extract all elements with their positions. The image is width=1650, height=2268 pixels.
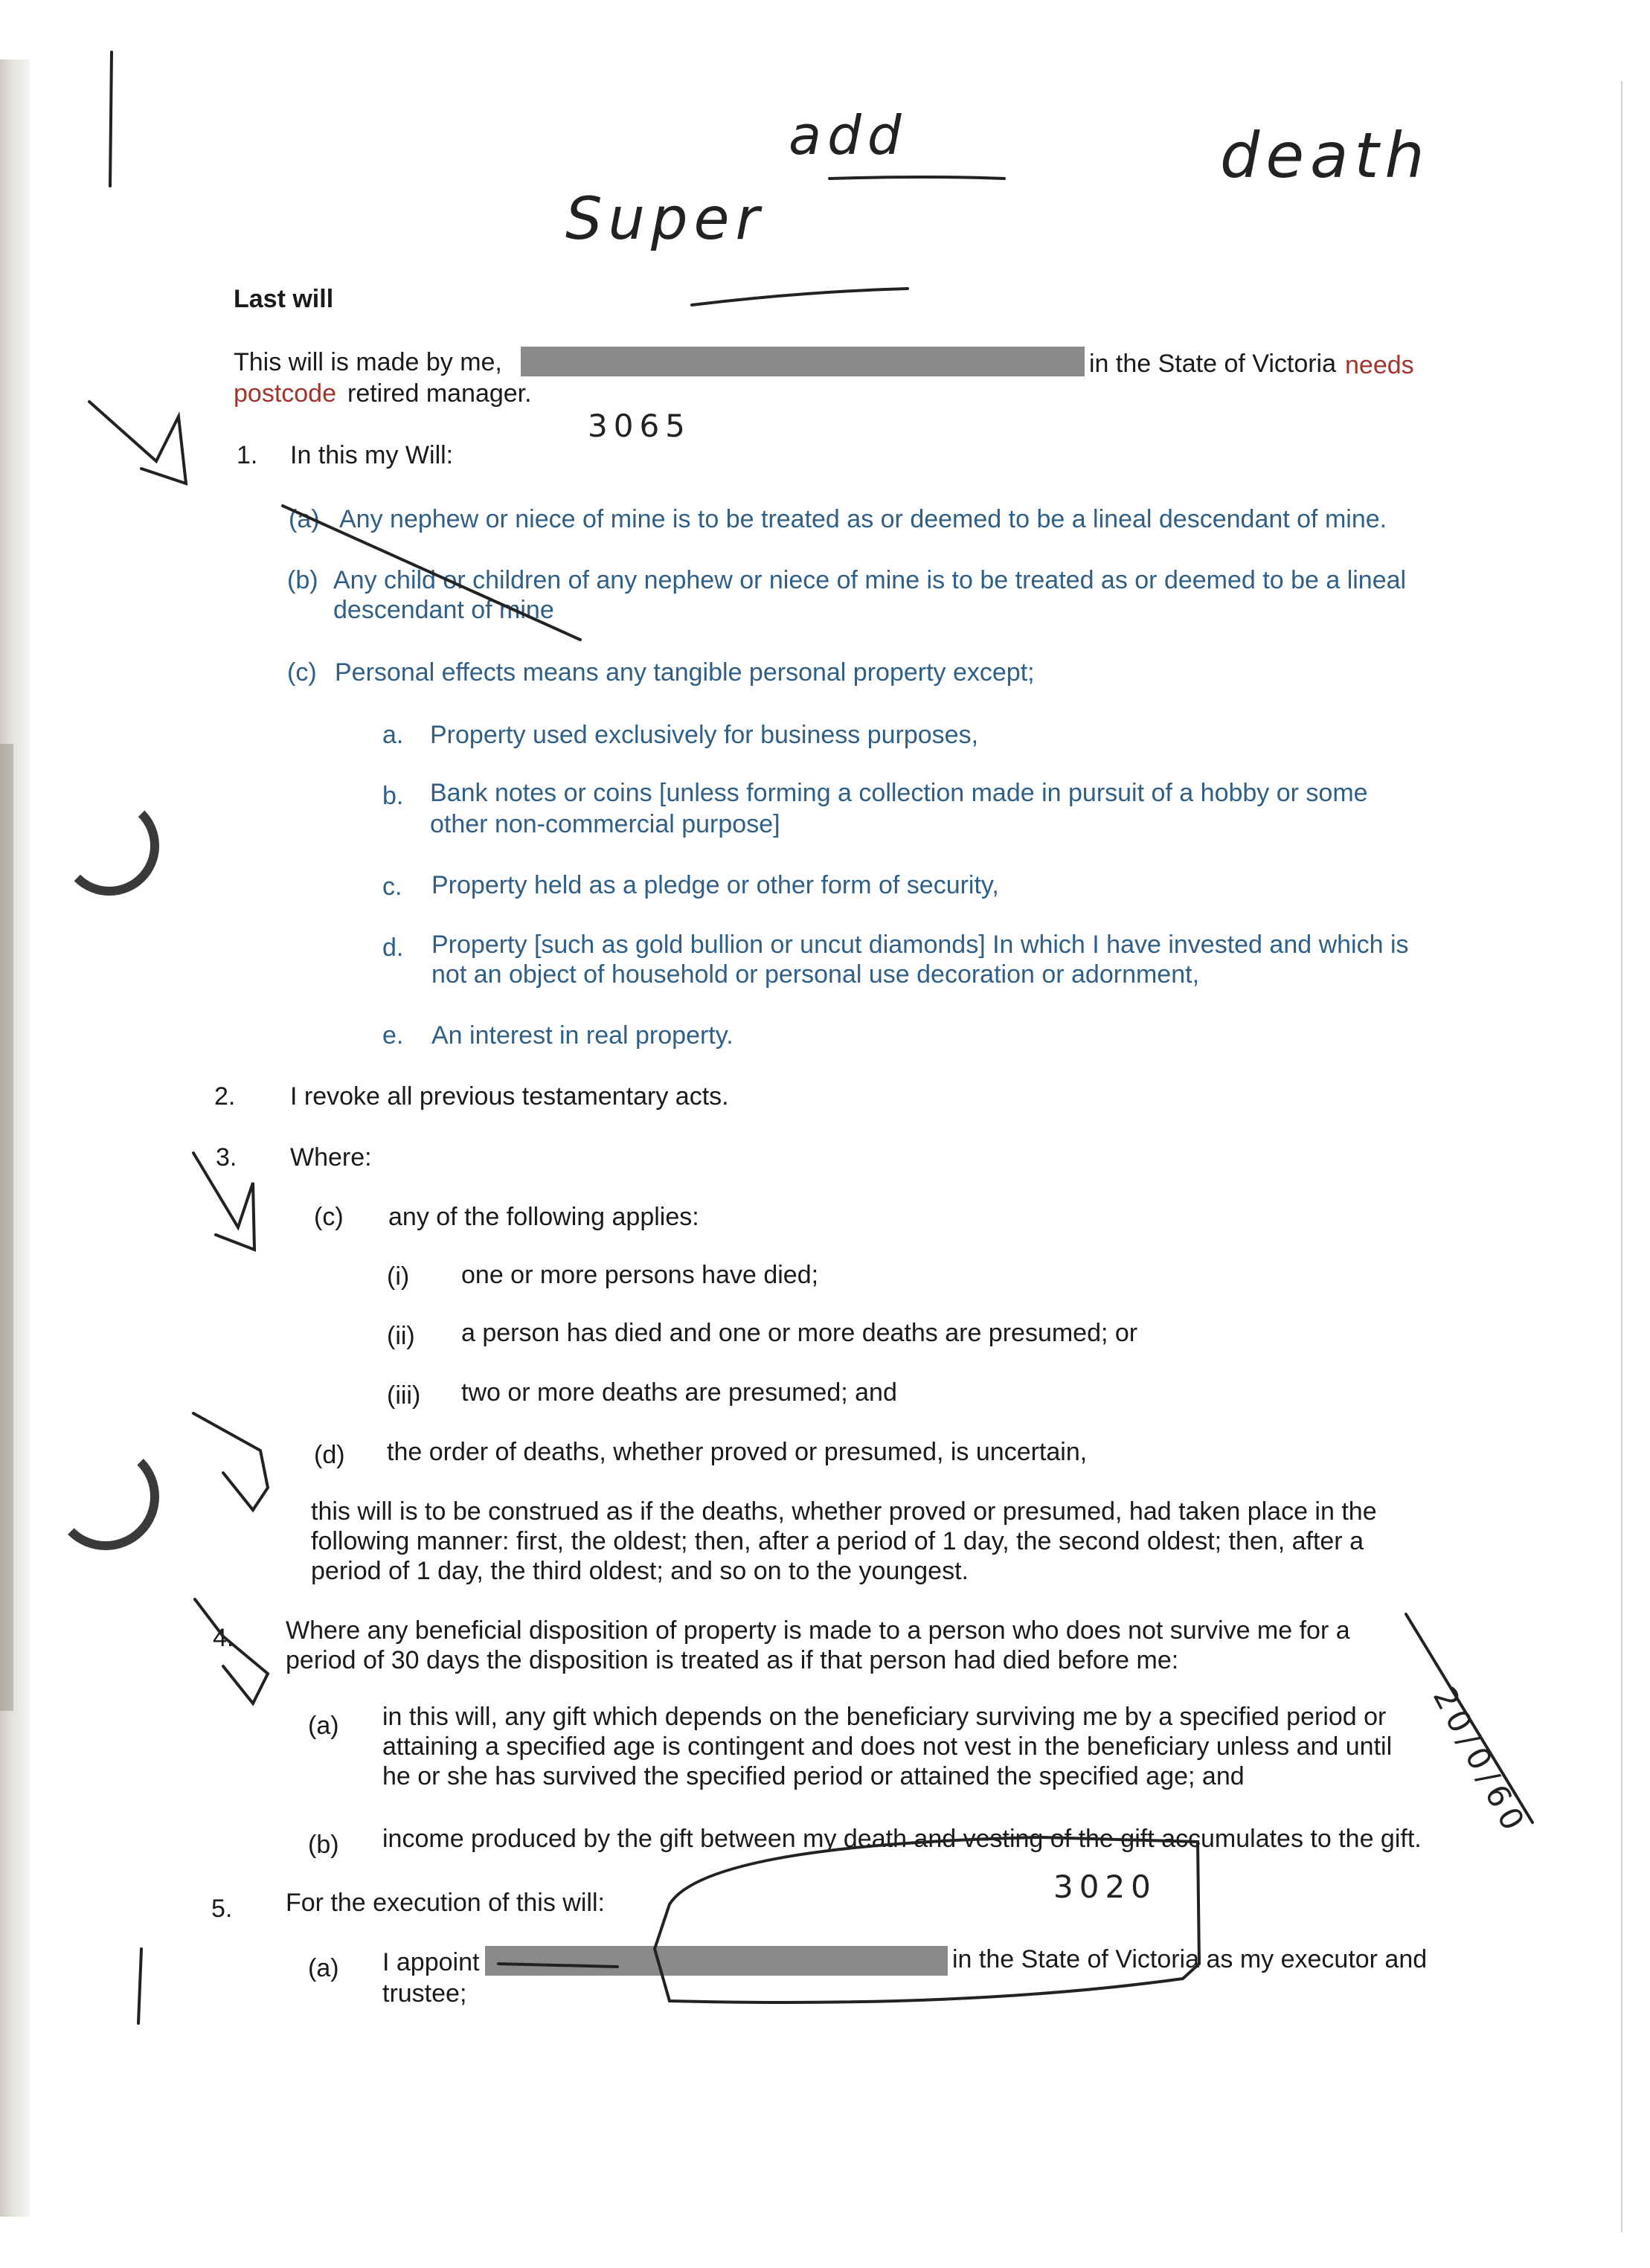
clause-1-item-b: Any child or children of any nephew or niece of mine is to be treated as or deemed to be a lineal bbox=[333, 566, 1407, 594]
clause-1-item-a: Any nephew or niece of mine is to be treated as or deemed to be a lineal descendant of mine. bbox=[339, 505, 1387, 533]
pen-underline-super bbox=[692, 289, 908, 305]
pen-strike-clause-1 bbox=[283, 506, 580, 640]
subitem-e: An interest in real property. bbox=[431, 1021, 733, 1050]
clause-1-item-b-label: (b) bbox=[287, 566, 318, 594]
intro-prefix: This will is made by me, bbox=[234, 348, 502, 376]
clause-5-a-prefix: I appoint bbox=[382, 1948, 480, 1976]
clause-3-d-text: the order of deaths, whether proved or presumed, is uncertain, bbox=[387, 1438, 1088, 1466]
subitem-a-label: a. bbox=[382, 721, 404, 749]
clause-5-a-middle: in the State of Victoria as my executor and bbox=[952, 1945, 1428, 1973]
clause-1-number: 1. bbox=[237, 441, 258, 469]
pen-tick-clause-4 bbox=[195, 1599, 268, 1703]
roman-ii-label: (ii) bbox=[387, 1322, 415, 1350]
clause-3-c-label: (c) bbox=[314, 1203, 344, 1231]
clause-3-c-text: any of the following applies: bbox=[388, 1203, 699, 1231]
subitem-d-cont: not an object of household or personal use decoration or adornment, bbox=[431, 960, 1200, 989]
clause-1-text: In this my Will: bbox=[290, 441, 454, 469]
subitem-b-cont: other non-commercial purpose] bbox=[430, 810, 780, 838]
clause-3-d-label: (d) bbox=[314, 1441, 345, 1469]
clause-3-number: 3. bbox=[216, 1143, 237, 1172]
clause-5-number: 5. bbox=[211, 1895, 233, 1923]
intro-suffix: retired manager. bbox=[347, 379, 532, 408]
pen-circle-executor bbox=[655, 1837, 1199, 2002]
intro-postcode: postcode bbox=[234, 379, 336, 408]
clause-4-a-1: in this will, any gift which depends on the beneficiary surviving me by a specified period or bbox=[382, 1703, 1387, 1731]
clause-4-a-label: (a) bbox=[308, 1712, 339, 1740]
intro-needs: needs bbox=[1345, 351, 1414, 379]
clause-1-item-b-cont: descendant of mine bbox=[333, 596, 554, 624]
pen-tick-clause-1 bbox=[89, 402, 186, 484]
handwritten-postcode-2: 3020 bbox=[1053, 1869, 1157, 1905]
subitem-e-label: e. bbox=[382, 1021, 404, 1050]
roman-iii-label: (iii) bbox=[387, 1381, 421, 1410]
pen-margin-stroke-top bbox=[110, 52, 112, 186]
clause-2-text: I revoke all previous testamentary acts. bbox=[290, 1082, 729, 1111]
roman-i-text: one or more persons have died; bbox=[461, 1261, 819, 1289]
subitem-a: Property used exclusively for business purposes, bbox=[430, 721, 979, 749]
document-heading: Last will bbox=[234, 285, 334, 313]
clause-4-line-2: period of 30 days the disposition is treated as if that person had died before me: bbox=[286, 1646, 1179, 1674]
subitem-c: Property held as a pledge or other form of security, bbox=[431, 871, 999, 899]
clause-1-item-a-label: (a) bbox=[289, 505, 320, 533]
clause-3-tail-3: period of 1 day, the third oldest; and so on to the youngest. bbox=[311, 1557, 969, 1585]
roman-i-label: (i) bbox=[387, 1262, 410, 1291]
clause-1-item-c: Personal effects means any tangible personal property except; bbox=[335, 658, 1035, 687]
clause-2-number: 2. bbox=[214, 1082, 236, 1111]
handwritten-super: Super bbox=[565, 186, 765, 253]
subitem-b: Bank notes or coins [unless forming a collection made in pursuit of a hobby or some bbox=[430, 779, 1368, 807]
pen-right-stroke bbox=[1406, 1614, 1532, 1822]
clause-4-b-label: (b) bbox=[308, 1831, 339, 1859]
pen-tick-clause-3d bbox=[193, 1413, 268, 1510]
clause-4-a-2: attaining a specified age is contingent and does not vest in the beneficiary unless and until bbox=[382, 1732, 1393, 1761]
clause-3-text: Where: bbox=[290, 1143, 372, 1172]
subitem-b-label: b. bbox=[382, 782, 404, 810]
intro-state: in the State of Victoria bbox=[1089, 350, 1337, 378]
clause-4-a-3: he or she has survived the specified period or attained the specified age; and bbox=[382, 1762, 1245, 1790]
pen-line-trustee bbox=[498, 1964, 617, 1967]
clause-1-item-c-label: (c) bbox=[287, 658, 317, 687]
clause-5-a-line-2: trustee; bbox=[382, 1979, 467, 2008]
pen-tick-clause-3 bbox=[193, 1153, 254, 1250]
pen-margin-stroke-bottom bbox=[138, 1949, 141, 2023]
clause-4-line-1: Where any beneficial disposition of property is made to a person who does not survive me for a bbox=[286, 1616, 1350, 1645]
roman-iii-text: two or more deaths are presumed; and bbox=[461, 1378, 897, 1407]
roman-ii-text: a person has died and one or more deaths are presumed; or bbox=[461, 1319, 1138, 1347]
clause-5-a-label: (a) bbox=[308, 1954, 339, 1982]
clause-5-text: For the execution of this will: bbox=[286, 1889, 605, 1917]
clause-3-tail-2: following manner: first, the oldest; then, after a period of 1 day, the second oldest; then, after a bbox=[311, 1527, 1364, 1555]
subitem-d: Property [such as gold bullion or uncut diamonds] In which I have invested and which is bbox=[431, 931, 1409, 959]
pen-underline-add bbox=[829, 177, 1004, 179]
subitem-c-label: c. bbox=[382, 873, 402, 901]
subitem-d-label: d. bbox=[382, 934, 404, 962]
clause-4-b-1: income produced by the gift between my death and vesting of the gift accumulates to the gift. bbox=[382, 1825, 1422, 1853]
handwritten-death: death bbox=[1220, 119, 1431, 192]
clause-4-number: 4. bbox=[213, 1624, 234, 1652]
handwritten-add: add bbox=[789, 104, 908, 167]
handwritten-postcode-1: 3065 bbox=[588, 408, 691, 444]
clause-3-tail-1: this will is to be construed as if the deaths, whether proved or presumed, had taken place in the bbox=[311, 1497, 1377, 1526]
handwritten-date-note: 20/0/60 bbox=[1425, 1681, 1535, 1842]
